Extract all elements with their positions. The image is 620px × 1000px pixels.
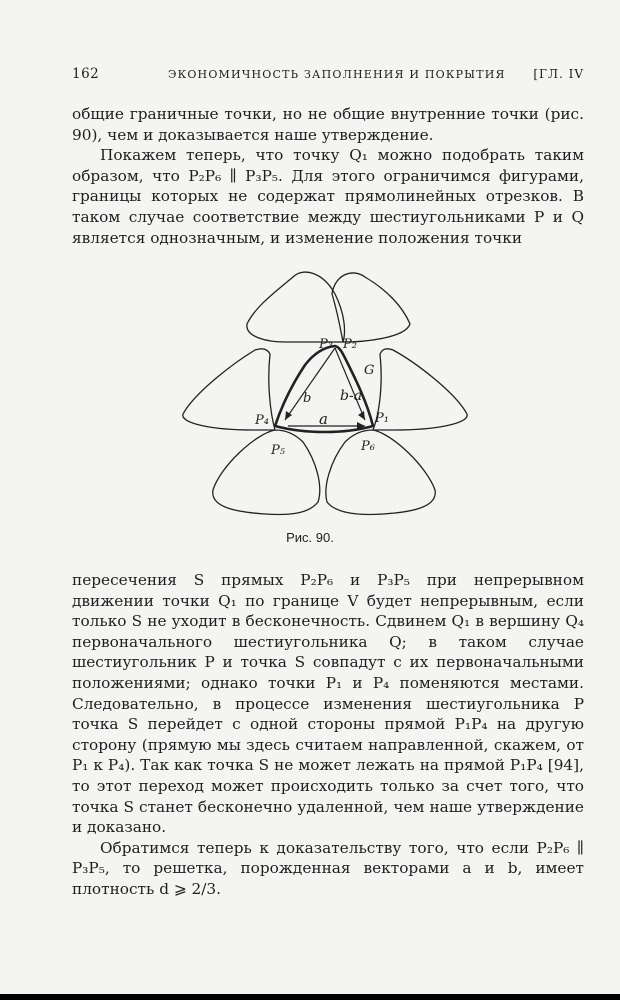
figure-90-diagram (175, 262, 475, 522)
label-p4: P₄ (255, 413, 269, 428)
curved-triangle (326, 430, 435, 515)
curved-triangle (247, 272, 345, 342)
label-g: G (364, 363, 375, 378)
paragraph: Покажем теперь, что точку Q₁ можно подобрать таким образом, что P₂P₆ ∥ P₃P₅. Для этого ограничимся фигурами, границы которых не содержат прямолинейных отрезков. В таком случае соответствие между шестиугольниками P и Q является однозначным, и изменение положения точки (72, 146, 584, 247)
label-p1: P₁ (375, 411, 389, 426)
label-b: b (303, 391, 312, 406)
paragraph: Обратимся теперь к доказательству того, что если P₂P₆ ∥ P₃P₅, то решетка, порожденная векторами a и b, имеет плотность d ⩾ 2/3. (72, 838, 584, 898)
paragraph: пересечения S прямых P₂P₆ и P₃P₅ при непрерывном движении точки Q₁ по границе V будет непрерывным, если только S не уходит в бесконечность. Сдвинем Q₁ в вершину Q₄ первоначального шестиугольника Q; в таком случае шестиугольник P и точка S совпадут с их первоначальными положениями; однако точки P₁ и P₄ поменяются местами. Следовательно, в процессе изменения шестиугольника P точка S перейдет с одной стороны прямой P₁P₄ на другую сторону (прямую мы здесь считаем направленной, скажем, от P₁ к P₄). Так как точка S не может лежать на прямой P₁P₄ [94], то этот переход может происходить только за счет того, что точка S станет бесконечно удаленной, чем наше утверждение и доказано. (72, 571, 584, 837)
scan-edge (0, 994, 620, 1000)
page-number: 162 (72, 66, 100, 82)
label-p5: P₅ (271, 443, 285, 458)
chapter-label: [ГЛ. IV (533, 67, 584, 81)
curved-triangle (213, 430, 320, 515)
text-block-top (72, 104, 584, 248)
label-p2: P₂ (343, 337, 357, 352)
figure-caption: Рис. 90. (286, 530, 334, 545)
paragraph: общие граничные точки, но не общие внутренние точки (рис. 90), чем и доказывается наше утверждение. (72, 105, 584, 144)
page-header (72, 66, 584, 86)
text-block-bottom (72, 570, 584, 900)
label-p6: P₆ (361, 439, 375, 454)
running-title: ЭКОНОМИЧНОСТЬ ЗАПОЛНЕНИЯ И ПОКРЫТИЯ (168, 68, 506, 81)
vector-b-minus-a-line (335, 348, 365, 420)
label-b-minus-a: b-a (340, 388, 363, 404)
label-a: a (319, 410, 328, 428)
label-p3: P₃ (319, 337, 333, 352)
curved-triangle (332, 273, 410, 342)
